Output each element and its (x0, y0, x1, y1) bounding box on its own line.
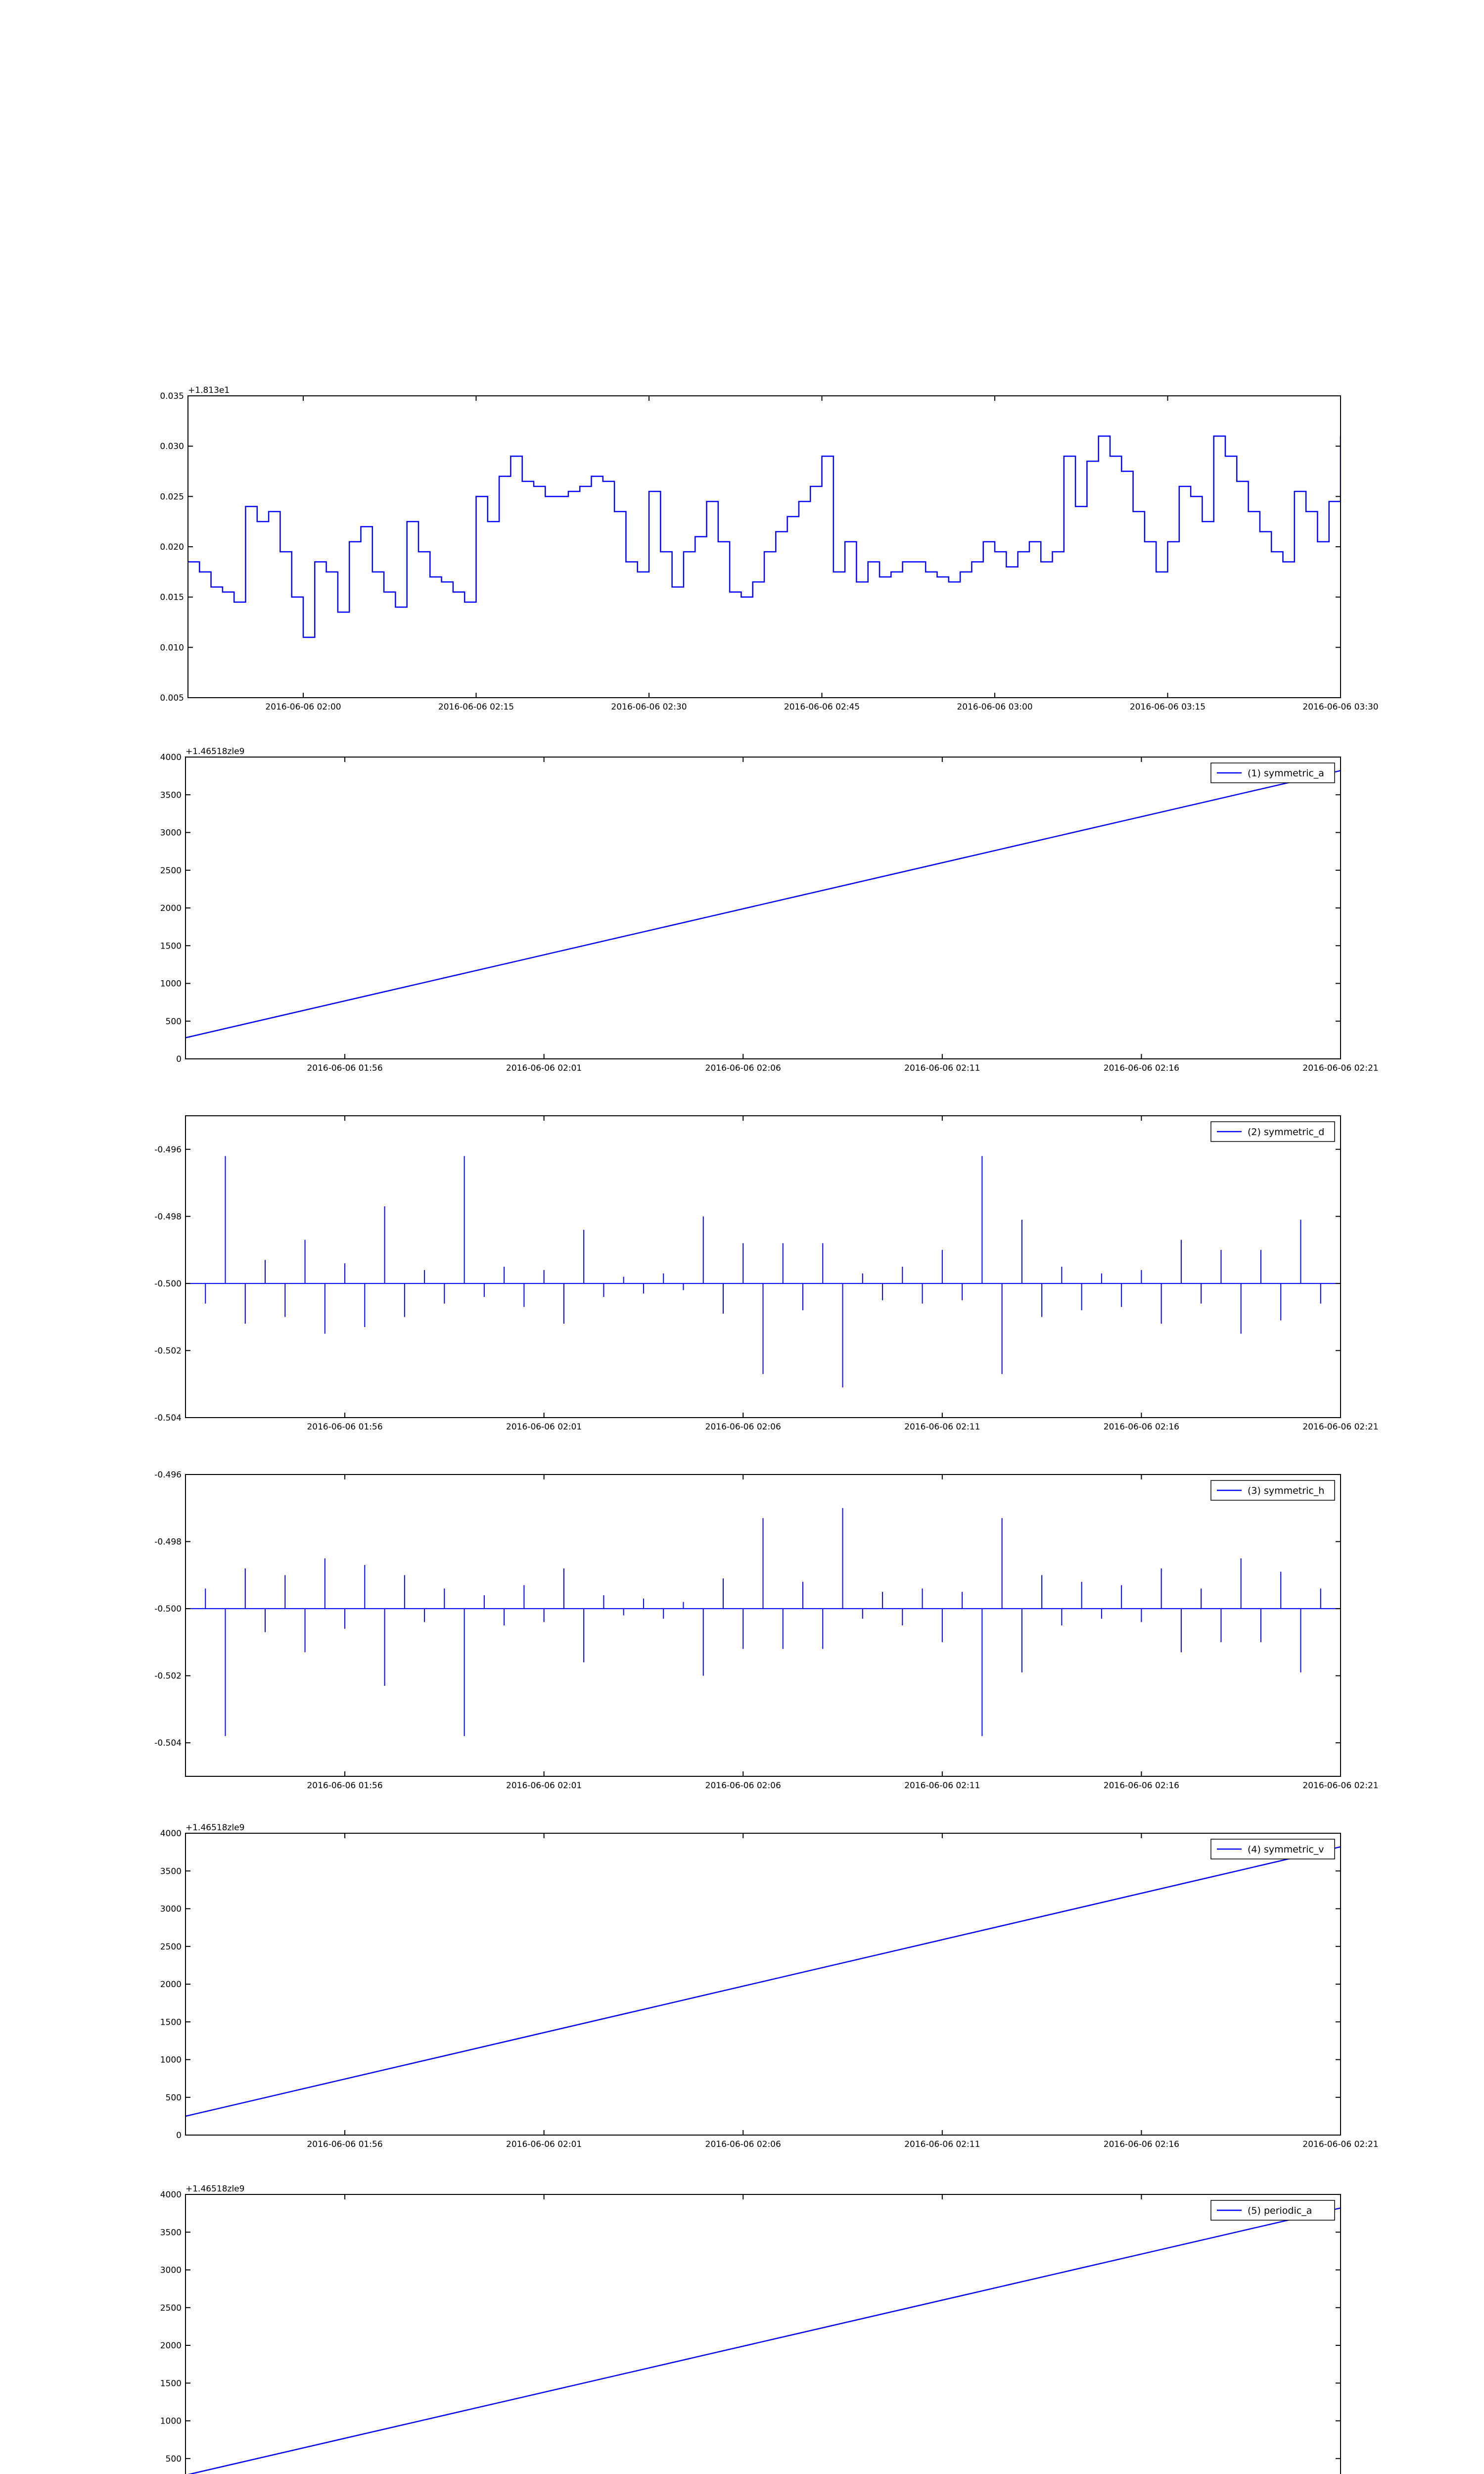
y-tick-label: 3000 (160, 2265, 182, 2276)
x-tick-label: 2016-06-06 02:21 (1302, 1781, 1379, 1791)
x-tick-label: 2016-06-06 02:11 (904, 1063, 980, 1073)
axis-offset-label: +1.813e1 (188, 385, 230, 395)
legend-label: (5) periodic_a (1248, 2205, 1312, 2216)
x-tick-label: 2016-06-06 02:30 (611, 702, 687, 712)
legend-label: (1) symmetric_a (1248, 768, 1324, 779)
chart-panel-1 (160, 385, 1378, 712)
x-tick-label: 2016-06-06 01:56 (307, 2140, 383, 2149)
y-tick-label: 0.035 (160, 391, 184, 401)
chart-panel-4 (154, 1470, 1378, 1791)
axis-offset-label: +1.46518zle9 (186, 2184, 245, 2194)
y-tick-label: 3000 (160, 1904, 182, 1914)
y-tick-label: 3000 (160, 828, 182, 838)
y-tick-label: 2000 (160, 1980, 182, 1990)
legend (1211, 1839, 1335, 1859)
y-tick-label: -0.500 (154, 1604, 182, 1615)
x-tick-label: 2016-06-06 02:15 (438, 702, 514, 712)
y-tick-label: 0.015 (160, 592, 184, 603)
x-tick-label: 2016-06-06 02:06 (705, 1422, 781, 1432)
y-tick-label: -0.504 (154, 1413, 182, 1423)
y-tick-label: 500 (165, 2093, 182, 2103)
y-tick-label: 0.010 (160, 643, 184, 653)
y-tick-label: -0.496 (154, 1144, 182, 1155)
y-tick-label: 2000 (160, 904, 182, 913)
x-tick-label: 2016-06-06 02:16 (1103, 2140, 1180, 2149)
x-tick-label: 2016-06-06 02:06 (705, 1781, 781, 1791)
x-tick-label: 2016-06-06 02:01 (506, 1422, 582, 1432)
y-tick-label: 0.030 (160, 441, 184, 452)
x-tick-label: 2016-06-06 02:11 (904, 1422, 980, 1432)
y-tick-label: 0.025 (160, 492, 184, 502)
x-tick-label: 2016-06-06 02:11 (904, 1781, 980, 1791)
x-tick-label: 2016-06-06 02:21 (1302, 1063, 1379, 1073)
y-tick-label: 1000 (160, 2416, 182, 2426)
legend-label: (2) symmetric_d (1248, 1127, 1325, 1138)
x-tick-label: 2016-06-06 01:56 (307, 1422, 383, 1432)
y-tick-label: 0 (176, 2131, 182, 2141)
y-tick-label: 1000 (160, 979, 182, 989)
y-tick-label: -0.502 (154, 1671, 182, 1681)
y-tick-label: 3500 (160, 790, 182, 801)
y-tick-label: 500 (165, 2454, 182, 2464)
x-tick-label: 2016-06-06 03:30 (1302, 702, 1379, 712)
y-tick-label: 1000 (160, 2055, 182, 2065)
legend-label: (3) symmetric_h (1248, 1485, 1325, 1496)
x-tick-label: 2016-06-06 02:06 (705, 2140, 781, 2149)
x-tick-label: 2016-06-06 02:21 (1302, 2140, 1379, 2149)
y-tick-label: 4000 (160, 753, 182, 762)
y-tick-label: -0.502 (154, 1346, 182, 1356)
chart-panel-3 (154, 1116, 1378, 1432)
y-tick-label: 2500 (160, 2303, 182, 2313)
y-tick-label: -0.498 (154, 1212, 182, 1222)
legend (1211, 1122, 1335, 1142)
y-tick-label: 1500 (160, 941, 182, 952)
y-tick-label: 3500 (160, 1866, 182, 1877)
y-tick-label: -0.498 (154, 1537, 182, 1547)
y-tick-label: 4000 (160, 1829, 182, 1839)
y-tick-label: 2500 (160, 1942, 182, 1952)
x-tick-label: 2016-06-06 02:01 (506, 2140, 582, 2149)
x-tick-label: 2016-06-06 03:15 (1129, 702, 1206, 712)
x-tick-label: 2016-06-06 02:01 (506, 1063, 582, 1073)
x-tick-label: 2016-06-06 02:16 (1103, 1422, 1180, 1432)
chart-panel-5 (160, 1823, 1379, 2149)
axis-offset-label: +1.46518zle9 (186, 1823, 245, 1833)
y-tick-label: 0 (176, 1054, 182, 1064)
y-tick-label: -0.500 (154, 1279, 182, 1289)
x-tick-label: 2016-06-06 02:21 (1302, 1422, 1379, 1432)
x-tick-label: 2016-06-06 02:45 (784, 702, 860, 712)
x-tick-label: 2016-06-06 02:06 (705, 1063, 781, 1073)
x-tick-label: 2016-06-06 02:16 (1103, 1063, 1180, 1073)
x-tick-label: 2016-06-06 02:00 (265, 702, 341, 712)
x-tick-label: 2016-06-06 02:11 (904, 2140, 980, 2149)
y-tick-label: 3500 (160, 2228, 182, 2238)
legend-label: (4) symmetric_v (1248, 1844, 1324, 1855)
y-tick-label: 0.020 (160, 542, 184, 552)
x-tick-label: 2016-06-06 03:00 (957, 702, 1033, 712)
legend (1211, 1480, 1335, 1500)
y-tick-label: -0.496 (154, 1470, 182, 1480)
x-tick-label: 2016-06-06 02:16 (1103, 1781, 1180, 1791)
y-tick-label: 0.005 (160, 693, 184, 703)
plot-area (186, 1833, 1341, 2135)
x-tick-label: 2016-06-06 02:01 (506, 1781, 582, 1791)
y-tick-label: 1500 (160, 2379, 182, 2389)
chart-panel-2 (160, 747, 1379, 1073)
y-tick-label: 500 (165, 1016, 182, 1027)
legend (1211, 2200, 1335, 2220)
axis-offset-label: +1.46518zle9 (186, 747, 245, 757)
y-tick-label: 4000 (160, 2190, 182, 2200)
plot-area (186, 2194, 1341, 2474)
legend (1211, 763, 1335, 783)
x-tick-label: 2016-06-06 01:56 (307, 1063, 383, 1073)
y-tick-label: 2000 (160, 2341, 182, 2351)
plot-area (186, 757, 1341, 1059)
y-tick-label: -0.504 (154, 1738, 182, 1749)
x-tick-label: 2016-06-06 01:56 (307, 1781, 383, 1791)
y-tick-label: 1500 (160, 2017, 182, 2028)
y-tick-label: 2500 (160, 865, 182, 876)
chart-panel-6 (160, 2184, 1379, 2474)
